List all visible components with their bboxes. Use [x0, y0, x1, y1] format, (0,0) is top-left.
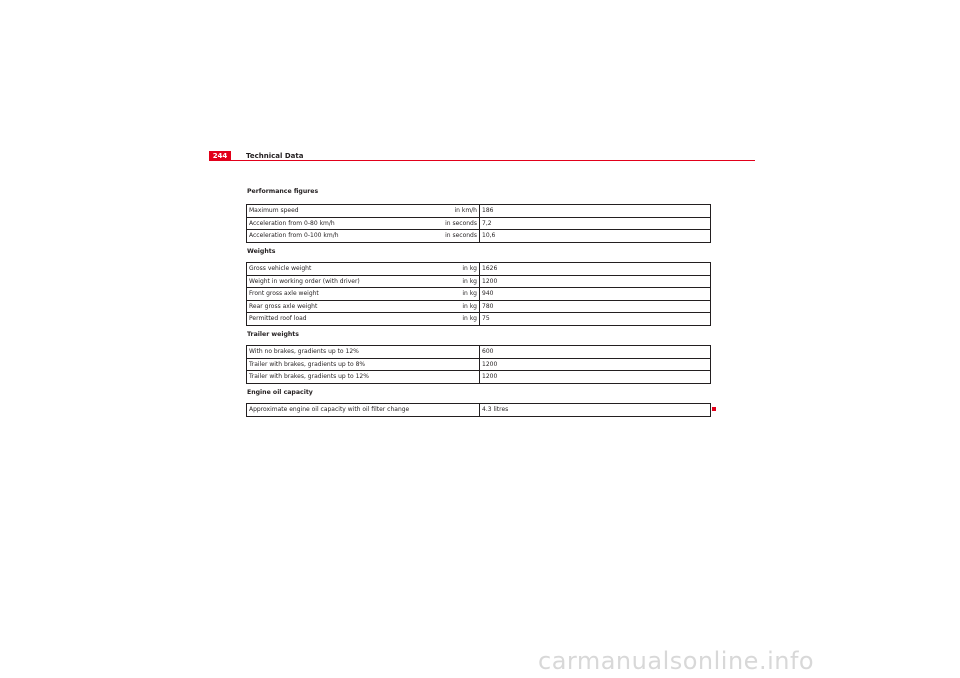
row-label: Trailer with brakes, gradients up to 12% — [247, 371, 480, 384]
row-label: Acceleration from 0-100 km/h — [249, 232, 339, 240]
row-unit: in seconds — [445, 219, 477, 227]
section-title-engine-oil: Engine oil capacity — [247, 389, 313, 396]
row-label: With no brakes, gradients up to 12% — [247, 346, 480, 359]
row-unit: in seconds — [445, 232, 477, 240]
row-value: 1626 — [480, 263, 711, 276]
row-label: Acceleration from 0-80 km/h — [249, 219, 335, 227]
row-label: Rear gross axle weight — [249, 302, 318, 310]
row-label: Gross vehicle weight — [249, 265, 312, 273]
watermark: carmanualsonline.info — [538, 647, 815, 675]
row-label-cell — [247, 217, 480, 230]
weights-table — [246, 262, 711, 326]
row-label: Front gross axle weight — [249, 290, 319, 298]
row-label-cell — [247, 230, 480, 243]
row-unit: in km/h — [454, 207, 477, 215]
table-row — [247, 358, 711, 371]
table-row — [247, 263, 711, 276]
row-value: 1200 — [480, 275, 711, 288]
row-label: Approximate engine oil capacity with oil filter change — [247, 404, 480, 417]
row-label-cell — [247, 263, 480, 276]
table-row — [247, 217, 711, 230]
section-title-performance: Performance figures — [247, 188, 319, 195]
row-value: 1200 — [480, 371, 711, 384]
row-label: Permitted roof load — [249, 315, 307, 323]
section-title-weights: Weights — [247, 248, 276, 255]
row-label-cell — [247, 288, 480, 301]
row-value: 10,6 — [480, 230, 711, 243]
row-label: Trailer with brakes, gradients up to 8% — [247, 358, 480, 371]
engine-oil-table — [246, 403, 711, 417]
row-label: Weight in working order (with driver) — [249, 277, 360, 285]
section-end-marker — [712, 407, 716, 411]
row-unit: in kg — [462, 290, 477, 298]
row-value: 75 — [480, 313, 711, 326]
trailer-weights-table — [246, 345, 711, 384]
table-row — [247, 313, 711, 326]
row-value: 780 — [480, 300, 711, 313]
page-number: 244 — [209, 151, 231, 161]
row-unit: in kg — [462, 315, 477, 323]
row-value: 186 — [480, 205, 711, 218]
row-unit: in kg — [462, 277, 477, 285]
page-title: Technical Data — [246, 152, 304, 160]
row-value: 4.3 litres — [480, 404, 711, 417]
row-value: 7,2 — [480, 217, 711, 230]
table-row — [247, 346, 711, 359]
row-unit: in kg — [462, 265, 477, 273]
table-row — [247, 288, 711, 301]
row-label: Maximum speed — [249, 207, 299, 215]
row-value: 600 — [480, 346, 711, 359]
row-value: 940 — [480, 288, 711, 301]
page-header — [209, 151, 755, 161]
performance-table — [246, 204, 711, 243]
row-label-cell — [247, 205, 480, 218]
row-label-cell — [247, 313, 480, 326]
table-row — [247, 371, 711, 384]
row-label-cell — [247, 300, 480, 313]
row-unit: in kg — [462, 302, 477, 310]
table-row — [247, 230, 711, 243]
table-row — [247, 275, 711, 288]
table-row — [247, 404, 711, 417]
section-title-trailer-weights: Trailer weights — [247, 331, 299, 338]
table-row — [247, 300, 711, 313]
row-label-cell — [247, 275, 480, 288]
row-value: 1200 — [480, 358, 711, 371]
header-rule — [209, 160, 755, 161]
table-row — [247, 205, 711, 218]
